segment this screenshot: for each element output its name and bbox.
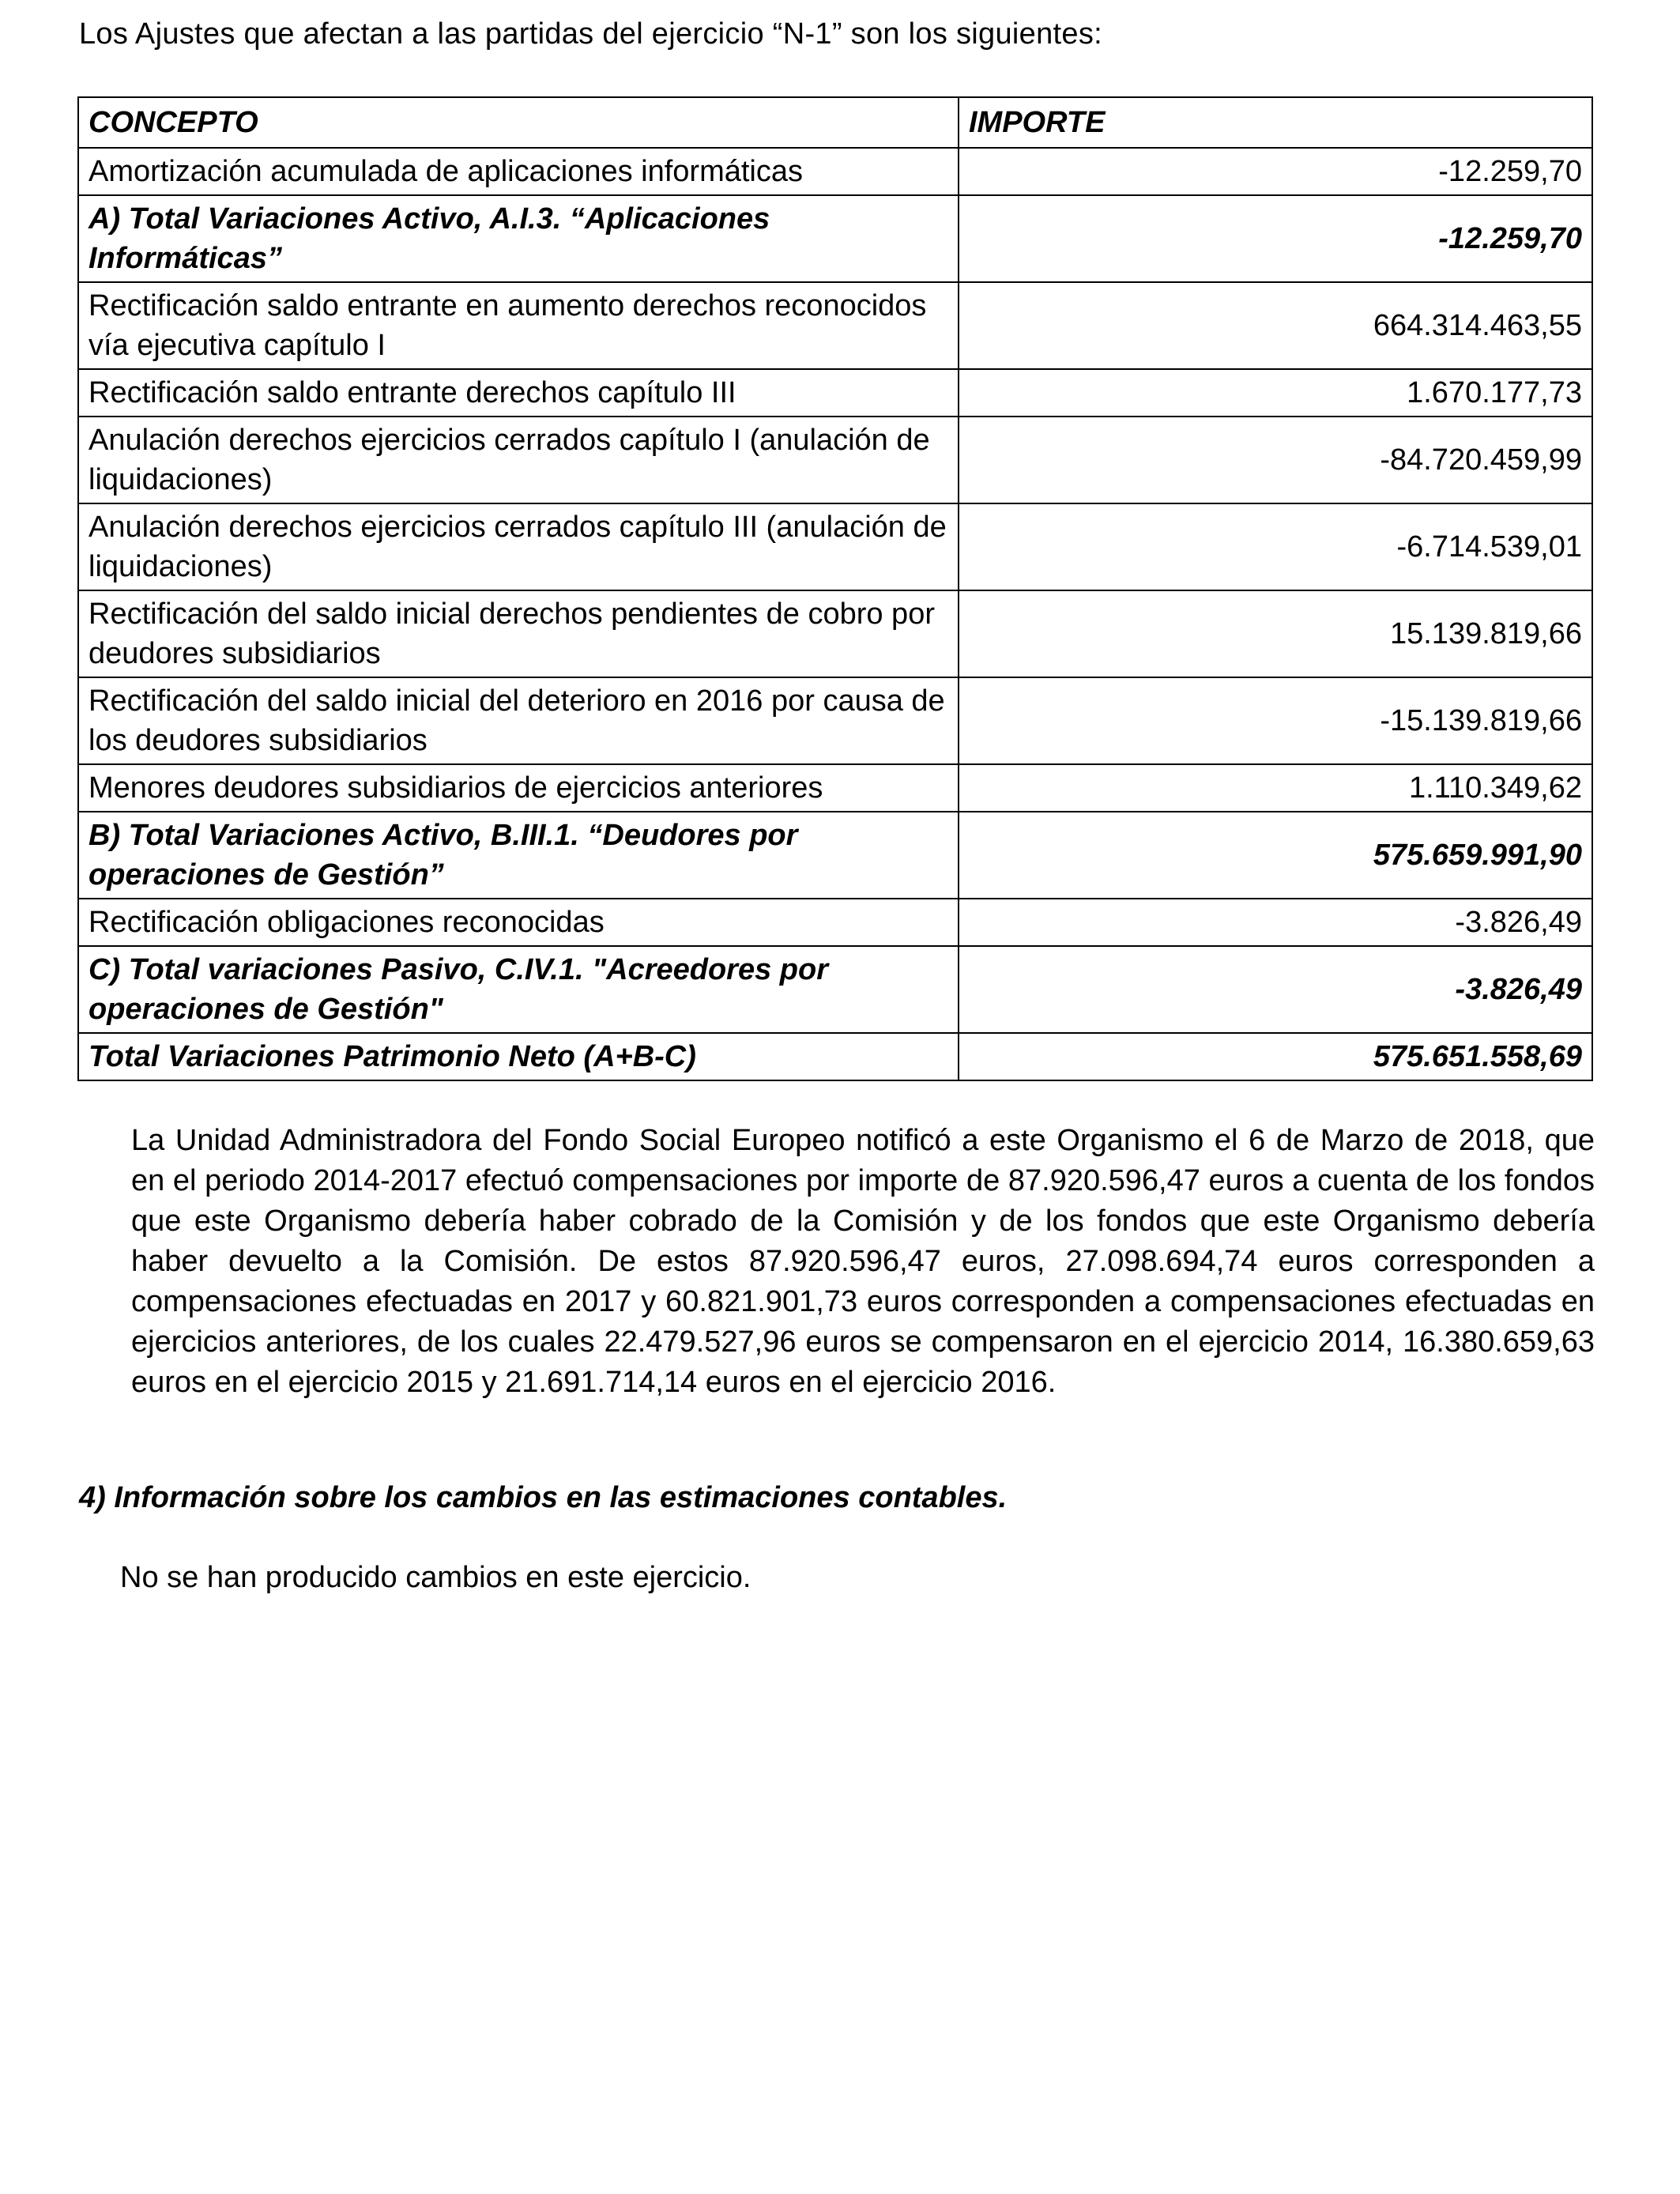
concept-cell: Rectificación saldo entrante en aumento derechos reconocidos vía ejecutiva capítulo I	[78, 282, 959, 369]
amount-cell: 575.651.558,69	[959, 1033, 1592, 1080]
fse-paragraph: La Unidad Administradora del Fondo Social Europeo notificó a este Organismo el 6 de Marzo de 2018, que en el periodo 2014-2017 efectuó compensaciones por importe de 87.920.596,47 euros a cuenta de los fondos que este Organismo debería haber cobrado de la Comisión y de los fondos que este Organismo debería haber devuelto a la Comisión. De estos 87.920.596,47 euros, 27.098.694,74 euros corresponden a compensaciones efectuadas en 2017 y 60.821.901,73 euros corresponden a compensaciones efectuadas en ejercicios anteriores, de los cuales 22.479.527,96 euros se compensaron en el ejercicio 2014, 16.380.659,63 euros en el ejercicio 2015 y 21.691.714,14 euros en el ejercicio 2016.	[131, 1124, 1595, 1399]
table-row	[78, 590, 1592, 677]
table-row	[78, 764, 1592, 812]
section-text: No se han producido cambios en este ejercicio.	[120, 1561, 751, 1594]
total-row-b	[78, 812, 1592, 899]
table-header-row	[78, 97, 1592, 148]
amount-cell: -6.714.539,01	[959, 503, 1592, 590]
amount-cell: -3.826,49	[959, 946, 1592, 1033]
table-row	[78, 503, 1592, 590]
table-row	[78, 899, 1592, 946]
concept-cell: A) Total Variaciones Activo, A.I.3. “Aplicaciones Informáticas”	[78, 195, 959, 282]
concept-cell: Anulación derechos ejercicios cerrados capítulo I (anulación de liquidaciones)	[78, 417, 959, 503]
section-heading: 4) Información sobre los cambios en las estimaciones contables.	[79, 1481, 1008, 1514]
amount-cell: 1.110.349,62	[959, 764, 1592, 812]
concept-cell: Total Variaciones Patrimonio Neto (A+B-C)	[78, 1033, 959, 1080]
table-row	[78, 417, 1592, 503]
total-row-c	[78, 946, 1592, 1033]
concept-cell: B) Total Variaciones Activo, B.III.1. “Deudores por operaciones de Gestión”	[78, 812, 959, 899]
concept-cell: Rectificación del saldo inicial derechos pendientes de cobro por deudores subsidiarios	[78, 590, 959, 677]
total-row-a	[78, 195, 1592, 282]
concept-cell: Menores deudores subsidiarios de ejercicios anteriores	[78, 764, 959, 812]
header-importe: IMPORTE	[959, 97, 1592, 148]
amount-cell: -84.720.459,99	[959, 417, 1592, 503]
amount-cell: 1.670.177,73	[959, 369, 1592, 417]
table-row	[78, 369, 1592, 417]
adjustments-table	[77, 96, 1593, 1081]
amount-cell: -12.259,70	[959, 148, 1592, 195]
concept-cell: C) Total variaciones Pasivo, C.IV.1. "Acreedores por operaciones de Gestión"	[78, 946, 959, 1033]
concept-cell: Rectificación del saldo inicial del deterioro en 2016 por causa de los deudores subsidiarios	[78, 677, 959, 764]
amount-cell: -3.826,49	[959, 899, 1592, 946]
amount-cell: -12.259,70	[959, 195, 1592, 282]
amount-cell: 15.139.819,66	[959, 590, 1592, 677]
concept-cell: Rectificación saldo entrante derechos capítulo III	[78, 369, 959, 417]
amount-cell: 664.314.463,55	[959, 282, 1592, 369]
table-row	[78, 282, 1592, 369]
table-row	[78, 677, 1592, 764]
table-row	[78, 148, 1592, 195]
grand-total-row	[78, 1033, 1592, 1080]
concept-cell: Rectificación obligaciones reconocidas	[78, 899, 959, 946]
concept-cell: Amortización acumulada de aplicaciones informáticas	[78, 148, 959, 195]
amount-cell: -15.139.819,66	[959, 677, 1592, 764]
amount-cell: 575.659.991,90	[959, 812, 1592, 899]
concept-cell: Anulación derechos ejercicios cerrados capítulo III (anulación de liquidaciones)	[78, 503, 959, 590]
intro-text: Los Ajustes que afectan a las partidas del ejercicio “N-1” son los siguientes:	[79, 17, 1102, 51]
header-concepto: CONCEPTO	[78, 97, 959, 148]
